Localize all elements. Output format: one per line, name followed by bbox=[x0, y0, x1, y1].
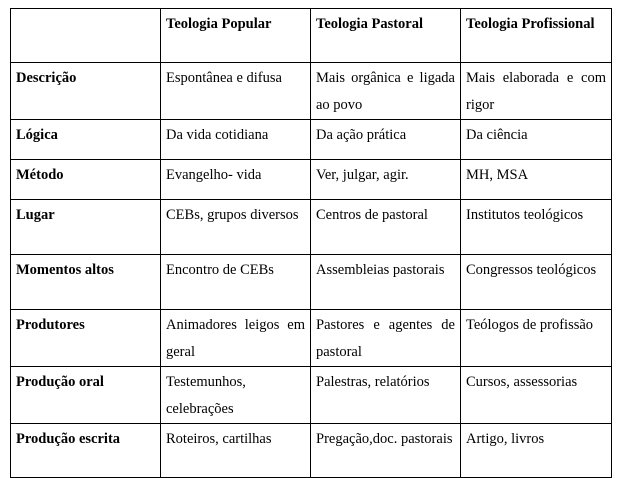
table-row bbox=[11, 367, 612, 424]
cell-popular: Animadores leigos em geral bbox=[161, 310, 311, 367]
cell-popular: Roteiros, cartilhas bbox=[161, 424, 311, 478]
cell-pastoral: Pregação,doc. pastorais bbox=[311, 424, 461, 478]
cell-profissional: Institutos teológicos bbox=[461, 200, 612, 255]
row-label-producao-escrita: Produção escrita bbox=[11, 424, 161, 478]
cell-profissional: Da ciência bbox=[461, 120, 612, 160]
row-label-momentos-altos: Momentos altos bbox=[11, 255, 161, 310]
cell-popular: Evangelho- vida bbox=[161, 160, 311, 200]
cell-popular: Da vida cotidiana bbox=[161, 120, 311, 160]
cell-popular: Espontânea e difusa bbox=[161, 63, 311, 120]
header-teologia-profissional: Teologia Profissional bbox=[461, 9, 612, 63]
cell-popular: Encontro de CEBs bbox=[161, 255, 311, 310]
cell-pastoral: Palestras, relatórios bbox=[311, 367, 461, 424]
cell-pastoral: Pastores e agentes de pastoral bbox=[311, 310, 461, 367]
table-row bbox=[11, 255, 612, 310]
comparison-table bbox=[10, 8, 612, 478]
table-row bbox=[11, 160, 612, 200]
cell-profissional: Cursos, assessorias bbox=[461, 367, 612, 424]
table-row bbox=[11, 310, 612, 367]
cell-profissional: Artigo, livros bbox=[461, 424, 612, 478]
row-label-lugar: Lugar bbox=[11, 200, 161, 255]
row-label-logica: Lógica bbox=[11, 120, 161, 160]
cell-popular: Testemunhos, celebrações bbox=[161, 367, 311, 424]
header-teologia-popular: Teologia Popular bbox=[161, 9, 311, 63]
cell-profissional: MH, MSA bbox=[461, 160, 612, 200]
header-teologia-pastoral: Teologia Pastoral bbox=[311, 9, 461, 63]
header-row bbox=[11, 9, 612, 63]
cell-pastoral: Centros de pastoral bbox=[311, 200, 461, 255]
row-label-produtores: Produtores bbox=[11, 310, 161, 367]
table-row bbox=[11, 63, 612, 120]
cell-profissional: Mais elaborada e com rigor bbox=[461, 63, 612, 120]
header-corner-cell bbox=[11, 9, 161, 63]
table-row bbox=[11, 200, 612, 255]
row-label-descricao: Descrição bbox=[11, 63, 161, 120]
cell-pastoral: Ver, julgar, agir. bbox=[311, 160, 461, 200]
cell-profissional: Congressos teológicos bbox=[461, 255, 612, 310]
cell-pastoral: Mais orgânica e ligada ao povo bbox=[311, 63, 461, 120]
cell-pastoral: Assembleias pastorais bbox=[311, 255, 461, 310]
table-row bbox=[11, 120, 612, 160]
row-label-metodo: Método bbox=[11, 160, 161, 200]
cell-popular: CEBs, grupos diversos bbox=[161, 200, 311, 255]
cell-profissional: Teólogos de profissão bbox=[461, 310, 612, 367]
cell-pastoral: Da ação prática bbox=[311, 120, 461, 160]
table-row bbox=[11, 424, 612, 478]
row-label-producao-oral: Produção oral bbox=[11, 367, 161, 424]
